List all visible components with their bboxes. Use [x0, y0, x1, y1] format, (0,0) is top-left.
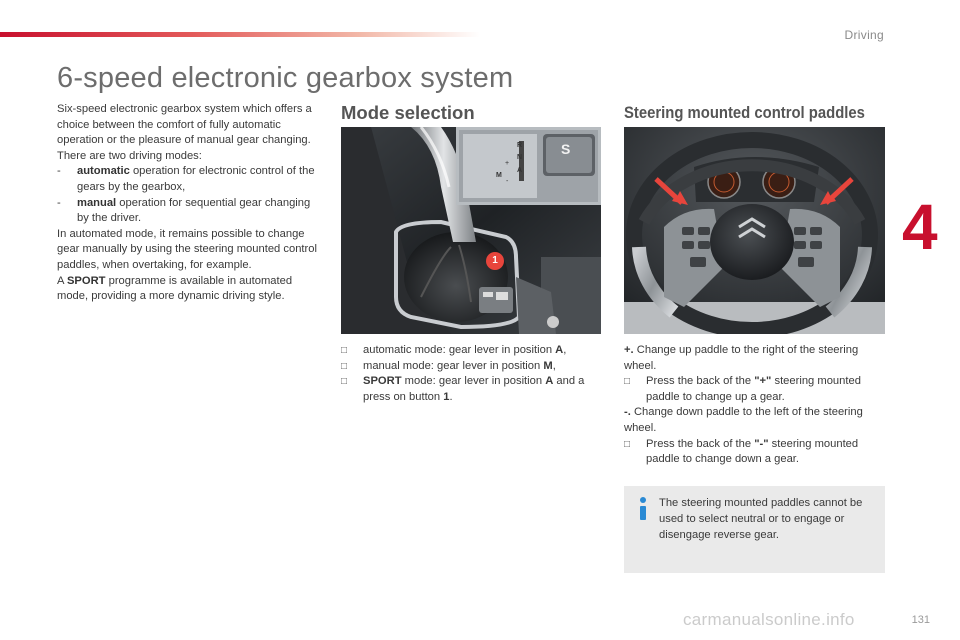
top-accent-bar — [0, 32, 480, 37]
paddle-list — [624, 343, 886, 468]
sport-term: SPORT — [66, 274, 106, 287]
bullet-term: manual — [77, 196, 117, 209]
intro-modes-heading: There are two driving modes: — [57, 149, 202, 162]
page-number: 131 — [911, 614, 930, 626]
paddle-plus-desc — [624, 343, 886, 374]
steering-wheel-illustration — [624, 127, 885, 334]
item-punct: . — [449, 390, 453, 403]
paddles-heading: Steering mounted control paddles — [624, 104, 865, 122]
mode-item-automatic — [341, 343, 603, 359]
intro-bullet-automatic — [57, 164, 319, 195]
photo-label-minus: - — [506, 178, 509, 185]
instruction-text: steering mounted paddle to change up a gear. — [646, 375, 861, 403]
item-text: manual mode: gear lever in position — [363, 359, 544, 372]
instruction-symbol: "+" — [754, 375, 772, 388]
intro-paragraph: Six-speed electronic gearbox system which offers a choice between the comfort of fully automatic operation or the pleasure of manual gear changing. — [57, 103, 312, 147]
checkbox-icon: □ — [341, 376, 348, 388]
photo-label-m: M — [496, 172, 502, 179]
info-note — [624, 486, 885, 573]
sport-text: programme is available in automated mode, providing a more dynamic driving style. — [57, 274, 293, 303]
paddle-plus-instruction — [624, 374, 886, 405]
watermark: carmanualsonline.info — [683, 610, 855, 629]
info-icon — [636, 496, 650, 522]
instruction-text: Press the back of the — [646, 437, 755, 450]
instruction-text: steering mounted paddle to change down a gear. — [646, 437, 859, 466]
gear-lever-photo — [341, 127, 601, 334]
plus-text: Change up paddle to the right of the steering wheel. — [624, 344, 859, 372]
intro-sport-paragraph — [57, 274, 319, 305]
note-text: The steering mounted paddles cannot be used to select neutral or to engage or disengage reverse gear. — [659, 497, 863, 541]
mode-list — [341, 343, 603, 405]
page-title: 6-speed electronic gearbox system — [57, 62, 514, 94]
instruction-symbol: "-" — [754, 437, 769, 450]
paddle-minus-desc — [624, 405, 886, 436]
bullet-text: operation for sequential gear changing by the driver. — [77, 196, 311, 225]
item-position: A — [545, 375, 554, 388]
item-text: and a press on button — [363, 375, 585, 403]
instruction-text: Press the back of the — [646, 375, 755, 388]
intro-automated-paragraph: In automated mode, it remains possible to change gear manually by using the steering mounted control paddles, when overtaking, for example. — [57, 227, 317, 271]
steering-wheel-photo — [624, 127, 885, 334]
callout-badge: 1 — [486, 252, 504, 270]
photo-label-r: R — [517, 142, 523, 149]
checkbox-icon: □ — [341, 360, 348, 372]
checkbox-icon: □ — [341, 345, 348, 356]
item-text: automatic mode: gear lever in position — [363, 344, 556, 356]
minus-label: -. — [624, 406, 631, 419]
gear-lever-illustration — [341, 127, 601, 334]
bullet-term: automatic — [77, 165, 130, 178]
item-position: M — [543, 359, 553, 372]
mode-selection-heading: Mode selection — [341, 102, 475, 123]
sport-prefix: A — [57, 274, 67, 287]
minus-text: Change down paddle to the left of the steering wheel. — [624, 406, 863, 434]
plus-label: +. — [624, 344, 634, 356]
sport-button-label: S — [561, 141, 571, 157]
section-label: Driving — [844, 28, 884, 42]
photo-label-a: A — [517, 167, 523, 174]
item-position: A — [555, 344, 564, 356]
item-term: SPORT — [363, 375, 402, 388]
intro-text — [57, 102, 319, 305]
bullet-text: operation for electronic control of the gears by the gearbox, — [77, 165, 315, 193]
photo-label-plus: + — [505, 160, 510, 167]
photo-label-n: N — [517, 154, 523, 161]
bullet-dash: - — [57, 196, 61, 209]
mode-item-sport — [341, 374, 603, 405]
item-text: mode: gear lever in position — [401, 375, 546, 388]
mode-item-manual — [341, 359, 603, 375]
item-punct: , — [552, 359, 556, 372]
intro-bullet-manual — [57, 196, 319, 227]
paddle-minus-instruction — [624, 437, 886, 468]
chapter-number: 4 — [902, 191, 938, 263]
item-button: 1 — [443, 390, 450, 403]
item-punct: , — [563, 344, 567, 356]
checkbox-icon: □ — [624, 438, 631, 450]
checkbox-icon: □ — [624, 376, 631, 388]
bullet-dash: - — [57, 165, 61, 178]
